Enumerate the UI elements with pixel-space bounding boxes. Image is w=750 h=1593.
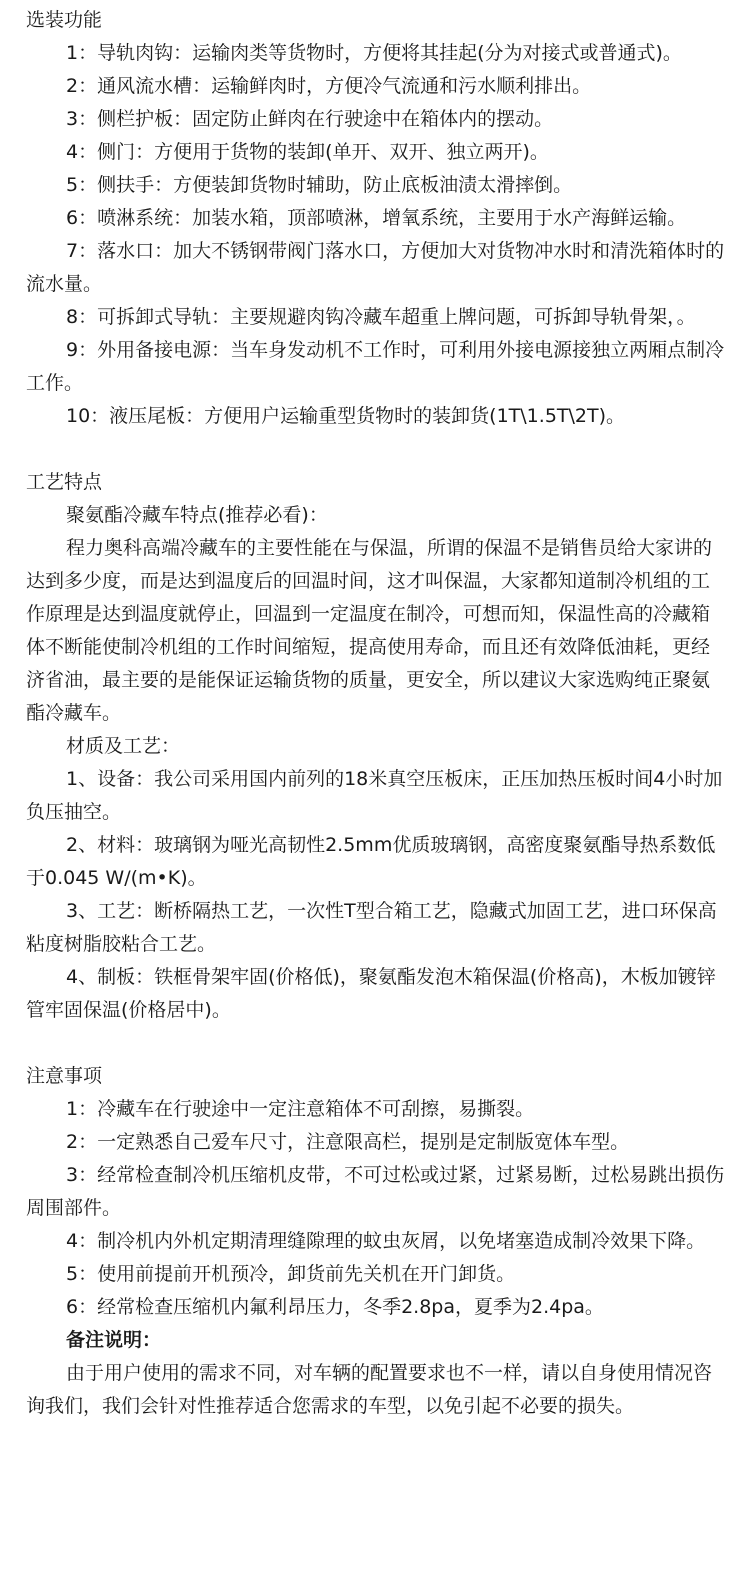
craft-subtitle: 聚氨酯冷藏车特点(推荐必看)： <box>66 504 328 526</box>
section-spacer <box>26 433 726 466</box>
section-title-options: 选装功能 <box>26 9 103 31</box>
material-item: 4、制板：铁框骨架牢固(价格低)，聚氨酯发泡木箱保温(价格高)，木板加镀锌管牢固保温(价格居中)。 <box>26 966 716 1021</box>
material-item: 3、工艺：断桥隔热工艺，一次性T型合箱工艺，隐藏式加固工艺，进口环保高粘度树脂胶粘合工艺。 <box>26 900 717 955</box>
section-spacer <box>26 1027 726 1060</box>
note-item: 5：使用前提前开机预冷，卸货前先关机在开门卸货。 <box>66 1263 516 1285</box>
note-item: 2：一定熟悉自己爱车尺寸，注意限高栏，提别是定制版宽体车型。 <box>66 1131 630 1153</box>
note-item: 1：冷藏车在行驶途中一定注意箱体不可刮擦，易撕裂。 <box>66 1098 535 1120</box>
remark-text: 由于用户使用的需求不同，对车辆的配置要求也不一样，请以自身使用情况咨询我们，我们会针对性推荐适合您需求的车型，以免引起不必要的损失。 <box>26 1362 713 1417</box>
remark-title: 备注说明： <box>66 1329 162 1351</box>
option-item: 4：侧门：方便用于货物的装卸(单开、双开、独立两开)。 <box>66 141 549 163</box>
option-item: 7：落水口：加大不锈钢带阀门落水口，方便加大对货物冲水时和清洗箱体时的流水量。 <box>26 240 725 295</box>
materials-title: 材质及工艺： <box>66 735 181 757</box>
option-item: 5：侧扶手：方便装卸货物时辅助，防止底板油渍太滑摔倒。 <box>66 174 573 196</box>
option-item: 1：导轨肉钩：运输肉类等货物时，方便将其挂起(分为对接式或普通式)。 <box>66 42 682 64</box>
section-title-craft: 工艺特点 <box>26 471 103 493</box>
note-item: 3：经常检查制冷机压缩机皮带，不可过松或过紧，过紧易断，过松易跳出损伤周围部件。 <box>26 1164 725 1219</box>
option-item: 6：喷淋系统：加装水箱，顶部喷淋，增氧系统，主要用于水产海鲜运输。 <box>66 207 687 229</box>
option-item: 9：外用备接电源：当车身发动机不工作时，可利用外接电源接独立两厢点制冷工作。 <box>26 339 725 394</box>
material-item: 1、设备：我公司采用国内前列的18米真空压板床，正压加热压板时间4小时加负压抽空。 <box>26 768 723 823</box>
note-item: 4：制冷机内外机定期清理缝隙理的蚊虫灰屑，以免堵塞造成制冷效果下降。 <box>66 1230 706 1252</box>
option-item: 3：侧栏护板：固定防止鲜肉在行驶途中在箱体内的摆动。 <box>66 108 554 130</box>
section-title-notes: 注意事项 <box>26 1065 103 1087</box>
option-item: 2：通风流水槽：运输鲜肉时，方便冷气流通和污水顺利排出。 <box>66 75 592 97</box>
material-item: 2、材料：玻璃钢为哑光高韧性2.5mm优质玻璃钢，高密度聚氨酯导热系数低于0.045 W/(m•K)。 <box>26 834 716 889</box>
option-item: 10：液压尾板：方便用户运输重型货物时的装卸货(1T\1.5T\2T)。 <box>66 405 626 427</box>
option-item: 8：可拆卸式导轨：主要规避肉钩冷藏车超重上牌问题，可拆卸导轨骨架，。 <box>66 306 696 328</box>
craft-intro: 程力奥科高端冷藏车的主要性能在与保温，所谓的保温不是销售员给大家讲的达到多少度，而是达到温度后的回温时间，这才叫保温，大家都知道制冷机组的工作原理是达到温度就停止，回温到一定温度在制冷，可想而知，保温性高的冷藏箱体不断能使制冷机组的工作时间缩短，提高使用寿命，而且还有效降低油耗，更经济省油，最主要的是能保证运输货物的质量，更安全，所以建议大家选购纯正聚氨酯冷藏车。 <box>26 537 713 724</box>
note-item: 6：经常检查压缩机内氟利昂压力，冬季2.8pa，夏季为2.4pa。 <box>66 1296 604 1318</box>
